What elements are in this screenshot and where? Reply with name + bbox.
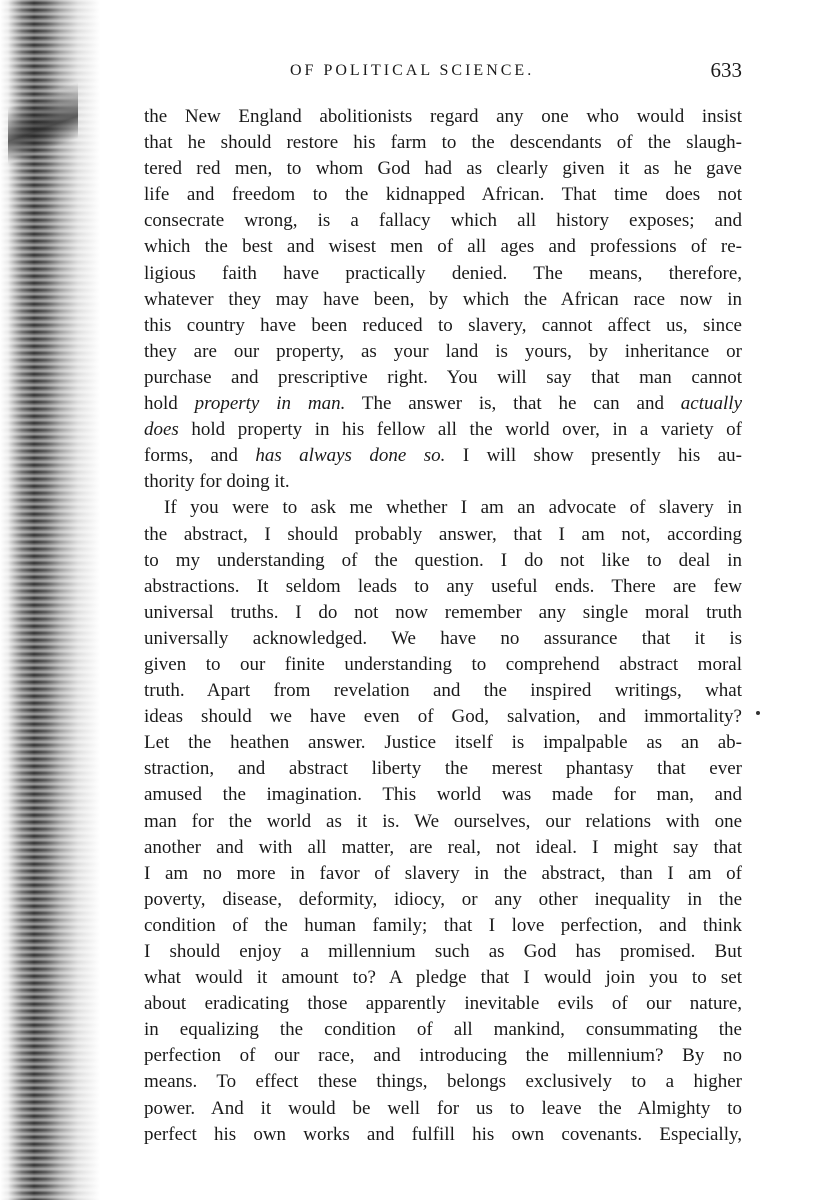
margin-mark [756, 711, 760, 715]
running-head: OF POLITICAL SCIENCE. [290, 62, 535, 79]
page-number: 633 [710, 58, 742, 82]
text-line: Let the heathen answer. Justice itself is impalpable as an ab- [144, 732, 742, 754]
body-text [144, 104, 742, 1148]
text-line: in equalizing the condition of all mankind, consummating the [144, 1019, 742, 1041]
italic-phrase: actually [680, 393, 742, 415]
page-header [290, 58, 742, 88]
text-line: another and with all matter, are real, not ideal. I might say that [144, 836, 742, 858]
italic-phrase: does [144, 419, 179, 441]
text-line: thority for doing it. [144, 471, 290, 493]
text-line: about eradicating those apparently inevitable evils of our nature, [144, 993, 742, 1015]
text-run: The answer is, that he can and [345, 393, 681, 415]
italic-phrase: property in man. [194, 393, 346, 415]
text-line: abstractions. It seldom leads to any useful ends. There are few [144, 575, 742, 597]
text-line: I should enjoy a millennium such as God has promised. But [144, 941, 742, 962]
text-line: perfection of our race, and introducing the millennium? By no [144, 1045, 742, 1067]
text-line: life and freedom to the kidnapped African. That time does not [144, 184, 742, 206]
text-line: purchase and prescriptive right. You will say that man cannot [144, 366, 742, 388]
text-line: universally acknowledged. We have no assurance that it is [144, 627, 742, 649]
text-line [144, 443, 742, 469]
text-line: this country have been reduced to slavery, cannot affect us, since [144, 314, 742, 336]
scan-binding-shadow [0, 0, 120, 1200]
text-line: the abstract, I should probably answer, that I am not, according [144, 523, 742, 545]
scan-streak [8, 40, 78, 240]
text-line: they are our property, as your land is yours, by inheritance or [144, 340, 742, 362]
text-line: given to our finite understanding to comprehend abstract moral [144, 653, 742, 675]
text-line: the New England abolitionists regard any one who would insist [144, 106, 742, 127]
text-line: I am no more in favor of slavery in the abstract, than I am of [144, 862, 742, 884]
text-line: consecrate wrong, is a fallacy which all history exposes; and [144, 210, 742, 232]
text-line: perfect his own works and fulfill his own covenants. Especially, [144, 1123, 742, 1145]
text-line: means. To effect these things, belongs exclusively to a higher [144, 1071, 742, 1093]
text-line: that he should restore his farm to the descendants of the slaugh- [144, 132, 742, 154]
text-run: I will show presently his au- [445, 445, 743, 467]
text-line [144, 391, 742, 417]
text-line: amused the imagination. This world was made for man, and [144, 784, 742, 806]
text-line: power. And it would be well for us to leave the Almighty to [144, 1097, 742, 1119]
text-line: to my understanding of the question. I do not like to deal in [144, 549, 742, 571]
text-line: straction, and abstract liberty the merest phantasy that ever [144, 758, 742, 780]
text-line: tered red men, to whom God had as clearly given it as he gave [144, 158, 742, 180]
text-line: ligious faith have practically denied. The means, therefore, [144, 262, 742, 284]
text-line: whatever they may have been, by which the African race now in [144, 288, 742, 310]
text-run: forms, and [144, 445, 256, 467]
italic-phrase: has always done so. [255, 445, 446, 467]
text-run: hold property in his fellow all the world over, in a variety of [178, 419, 742, 441]
text-line: poverty, disease, deformity, idiocy, or any other inequality in the [144, 888, 742, 910]
text-line [144, 417, 742, 443]
text-line: which the best and wisest men of all ages and professions of re- [144, 236, 742, 258]
text-line: universal truths. I do not now remember any single moral truth [144, 601, 742, 623]
text-line: condition of the human family; that I love perfection, and think [144, 914, 742, 936]
text-line: man for the world as it is. We ourselves, our relations with one [144, 810, 742, 832]
text-line: If you were to ask me whether I am an advocate of slavery in [164, 497, 742, 519]
text-line: truth. Apart from revelation and the inspired writings, what [144, 680, 742, 702]
text-line: ideas should we have even of God, salvation, and immortality? [144, 706, 742, 728]
text-run: hold [144, 393, 195, 415]
text-line: what would it amount to? A pledge that I would join you to set [144, 967, 742, 989]
